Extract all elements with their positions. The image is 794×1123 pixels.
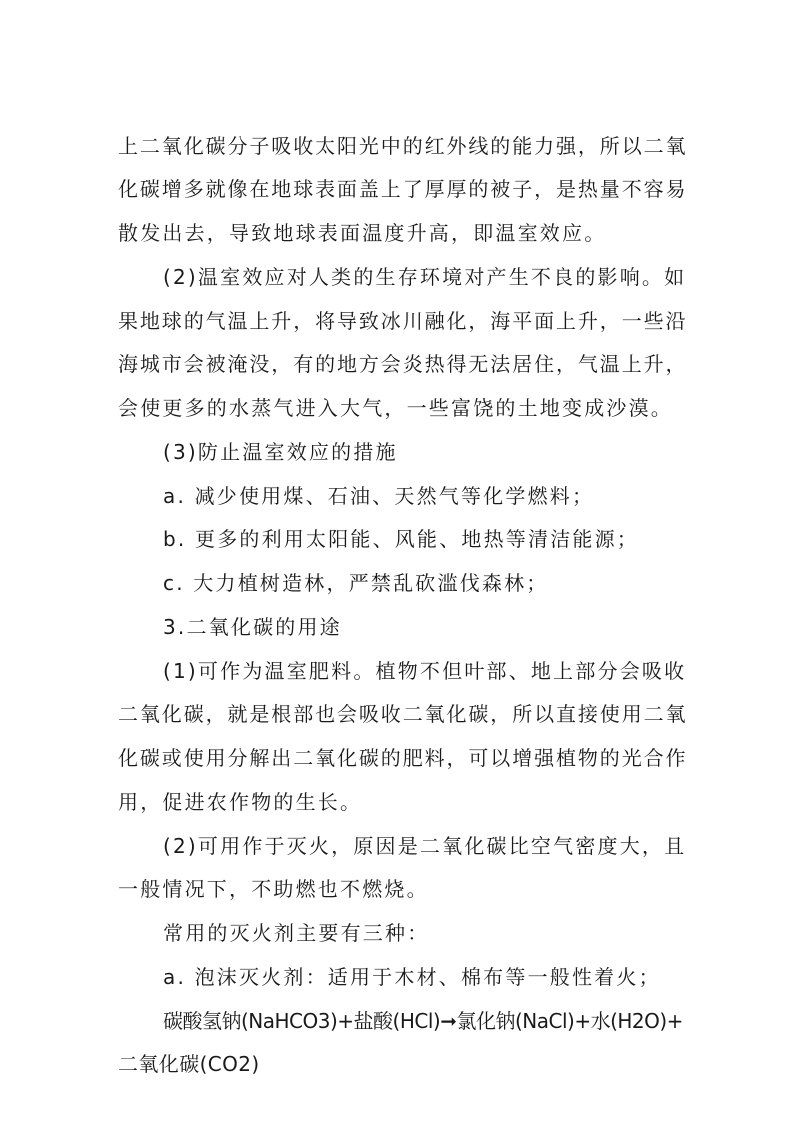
text-line: 二氧化碳，就是根部也会吸收二氧化碳，所以直接使用二氧 bbox=[118, 702, 688, 726]
text-line: 用，促进农作物的生长。 bbox=[118, 790, 363, 814]
text-line: 化碳或使用分解出二氧化碳的肥料，可以增强植物的光合作 bbox=[118, 746, 688, 770]
text-line: 化碳增多就像在地球表面盖上了厚厚的被子，是热量不容易 bbox=[118, 177, 688, 201]
paragraph-start-line: 常用的灭火剂主要有三种： bbox=[163, 921, 430, 945]
list-item: a. 泡沫灭火剂：适用于木材、棉布等一般性着火； bbox=[163, 965, 661, 989]
paragraph-start-line: (2)可用作于灭火，原因是二氧化碳比空气密度大，且 bbox=[163, 834, 687, 858]
text-line: 果地球的气温上升，将导致冰川融化，海平面上升，一些沿 bbox=[118, 309, 688, 333]
paragraph-start-line: (2)温室效应对人类的生存环境对产生不良的影响。如 bbox=[163, 265, 687, 289]
text-line: 海城市会被淹没，有的地方会炎热得无法居住，气温上升， bbox=[118, 352, 688, 376]
paragraph-start-line: (1)可作为温室肥料。植物不但叶部、地上部分会吸收 bbox=[163, 659, 687, 683]
list-item: b. 更多的利用太阳能、风能、地热等清洁能源； bbox=[163, 527, 640, 551]
text-line: 一般情况下，不助燃也不燃烧。 bbox=[118, 877, 429, 901]
section-heading: 3.二氧化碳的用途 bbox=[163, 615, 342, 639]
chemical-equation-continued: 二氧化碳(CO2) bbox=[118, 1052, 260, 1076]
text-line: 散发出去，导致地球表面温度升高，即温室效应。 bbox=[118, 221, 607, 245]
list-item: a. 减少使用煤、石油、天然气等化学燃料； bbox=[163, 484, 595, 508]
text-line: 会使更多的水蒸气进入大气，一些富饶的土地变成沙漠。 bbox=[118, 396, 673, 420]
list-item: c. 大力植树造林，严禁乱砍滥伐森林； bbox=[163, 571, 549, 595]
text-line: 上二氧化碳分子吸收太阳光中的红外线的能力强，所以二氧 bbox=[118, 134, 688, 158]
section-heading: (3)防止温室效应的措施 bbox=[163, 440, 398, 464]
chemical-equation: 碳酸氢钠(NaHCO3)+盐酸(HCl)➞氯化钠(NaCl)+水(H2O)+ bbox=[163, 1009, 683, 1033]
